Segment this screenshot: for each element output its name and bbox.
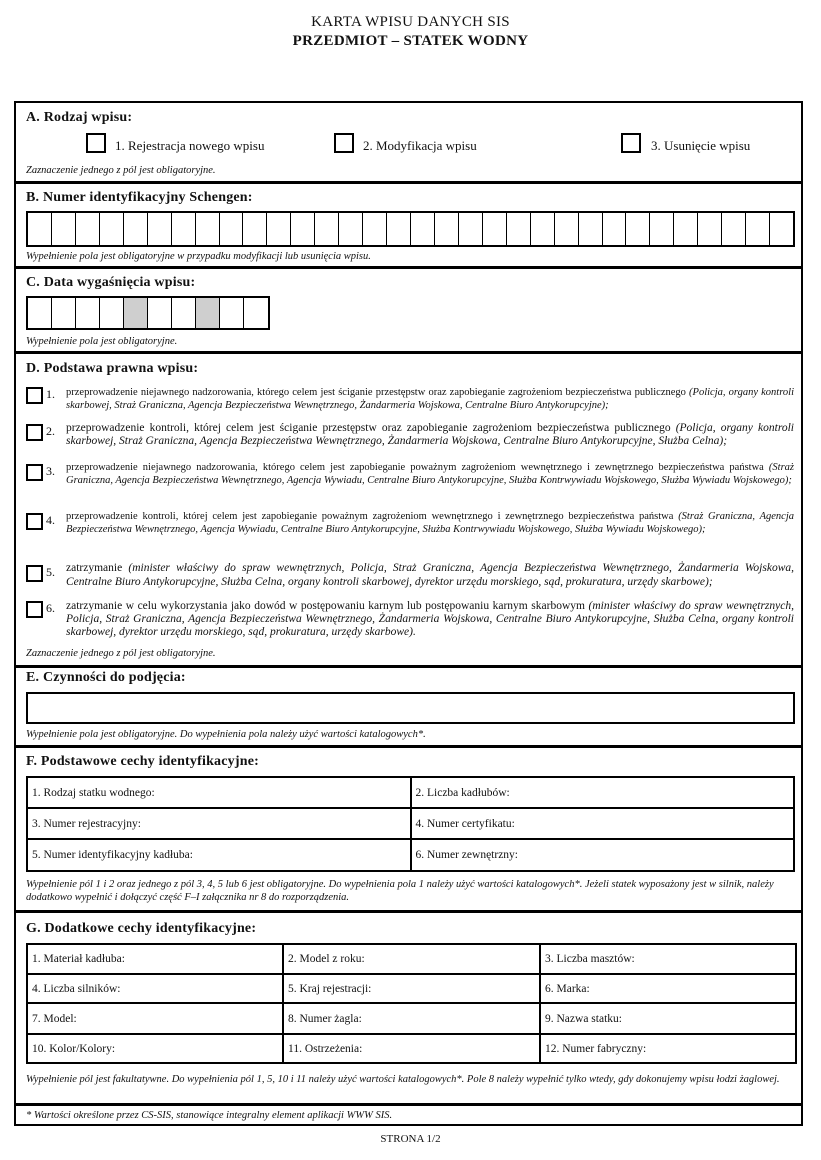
- section-b-note: Wypełnienie pola jest obligatoryjne w przypadku modyfikacji lub usunięcia wpisu.: [26, 251, 371, 262]
- date-cell[interactable]: [76, 298, 100, 328]
- section-e-title: E. Czynności do podjęcia:: [26, 670, 186, 685]
- schengen-id-cell[interactable]: [555, 213, 579, 245]
- color-field[interactable]: 10. Kolor/Kolory:: [27, 1034, 283, 1063]
- hull-type-field[interactable]: 1. Rodzaj statku wodnego:: [27, 777, 411, 808]
- schengen-id-cell[interactable]: [770, 213, 793, 245]
- schengen-id-cell[interactable]: [746, 213, 770, 245]
- section-e-note: Wypełnienie pola jest obligatoryjne. Do wypełnienia pola należy użyć wartości katalogowych*.: [26, 729, 426, 740]
- legal-basis-2-authorities: (Policja, organy kontroli skarbowej, Straż Graniczna, Agencja Bezpieczeństwa Wewnętrznego, Żandarmeria Wojskowa, Centralne Biuro Antykorupcyjne, Służba Celna);: [66, 422, 795, 447]
- brand-field[interactable]: 6. Marka:: [540, 974, 796, 1003]
- schengen-id-cell[interactable]: [507, 213, 531, 245]
- legal-basis-6-authorities: (minister właściwy do spraw wewnętrznych, Policja, Straż Graniczna, Agencja Bezpieczeństwa Wewnętrznego, Żandarmeria Wojskowa, Centralne Biuro Antykorupcyjne, Służba Celna, organy kontroli skarbowej, dyrektor urzędu morskiego, sąd, prokuratura, urzędy skarbowe).: [66, 600, 794, 638]
- legal-basis-6-checkbox[interactable]: [26, 601, 43, 618]
- legal-basis-4-number: 4.: [46, 513, 55, 527]
- date-cell[interactable]: [52, 298, 76, 328]
- legal-basis-1-purpose: przeprowadzenie niejawnego nadzorowania, którego celem jest ściganie przestępstw oraz zapobieganie zagrożeniom bezpieczeństwa publicznego: [66, 387, 686, 398]
- section-a-note: Zaznaczenie jednego z pól jest obligatoryjne.: [26, 165, 216, 176]
- date-separator-cell: [124, 298, 148, 328]
- date-cell[interactable]: [148, 298, 172, 328]
- schengen-id-cell[interactable]: [626, 213, 650, 245]
- legal-basis-item-6: [26, 600, 794, 642]
- hull-count-field[interactable]: 2. Liczba kadłubów:: [411, 777, 795, 808]
- form-frame: [14, 101, 803, 1126]
- section-d-title: D. Podstawa prawna wpisu:: [26, 361, 199, 376]
- section-f: [16, 745, 801, 910]
- legal-basis-6-number: 6.: [46, 601, 55, 615]
- basic-identification-table: [26, 776, 795, 872]
- section-g: [16, 910, 801, 1103]
- footnote: * Wartości określone przez CS-SIS, stanowiące integralny element aplikacji WWW SIS.: [26, 1110, 393, 1121]
- legal-basis-item-5: [26, 562, 794, 592]
- model-field[interactable]: 7. Model:: [27, 1003, 283, 1034]
- additional-identification-table: [26, 943, 797, 1064]
- schengen-id-cell[interactable]: [291, 213, 315, 245]
- legal-basis-3-purpose: przeprowadzenie niejawnego nadzorowania, którego celem jest zapobieganie poważnym zagrożeniom wewnętrznego i zewnętrznego bezpieczeństwa państwa: [66, 462, 764, 473]
- legal-basis-item-4: [26, 511, 794, 551]
- document-title: KARTA WPISU DANYCH SIS: [311, 14, 510, 30]
- warnings-field[interactable]: 11. Ostrzeżenia:: [283, 1034, 540, 1063]
- certificate-number-field[interactable]: 4. Numer certyfikatu:: [411, 808, 795, 839]
- engine-count-field[interactable]: 4. Liczba silników:: [27, 974, 283, 1003]
- legal-basis-4-checkbox[interactable]: [26, 513, 43, 530]
- legal-basis-2-number: 2.: [46, 424, 55, 438]
- schengen-id-cell[interactable]: [674, 213, 698, 245]
- legal-basis-3-checkbox[interactable]: [26, 464, 43, 481]
- schengen-id-cell[interactable]: [220, 213, 244, 245]
- schengen-id-cell[interactable]: [100, 213, 124, 245]
- schengen-id-cell[interactable]: [387, 213, 411, 245]
- schengen-id-cell[interactable]: [650, 213, 674, 245]
- section-f-note: Wypełnienie pól 1 i 2 oraz jednego z pól 3, 4, 5 lub 6 jest obligatoryjne. Do wypełnienia pola 1 należy użyć wartości katalogowych*. Jeżeli statek wyposażony jest w silnik, należy dodatkowo wypełnić i dołączyć część F–I załącznika nr 8 do rozporządzenia.: [26, 879, 774, 903]
- schengen-id-cell[interactable]: [315, 213, 339, 245]
- schengen-id-cell[interactable]: [579, 213, 603, 245]
- legal-basis-5-authorities: (minister właściwy do spraw wewnętrznych, Policja, Straż Graniczna, Agencja Bezpieczeństwa Wewnętrznego, Żandarmeria Wojskowa, Centralne Biuro Antykorupcyjne, Służba Celna, organy kontroli skarbowej, dyrektor urzędu morskiego, sąd, prokuratura, urzędy skarbowe);: [66, 562, 794, 588]
- legal-basis-6-purpose: zatrzymanie w celu wykorzystania jako dowód w postępowaniu karnym lub postępowaniu karnym skarbowym: [66, 600, 585, 612]
- legal-basis-4-authorities: (Straż Graniczna, Agencja Bezpieczeństwa Wewnętrznego, Agencja Wywiadu, Centralne Biuro Antykorupcyjne, Służba Kontrwywiadu Wojskowego, Służba Wywiadu Wojskowego);: [66, 511, 794, 535]
- registration-country-field[interactable]: 5. Kraj rejestracji:: [283, 974, 540, 1003]
- schengen-id-cell[interactable]: [267, 213, 291, 245]
- section-c: [16, 266, 801, 351]
- section-c-note: Wypełnienie pola jest obligatoryjne.: [26, 336, 178, 347]
- legal-basis-1-number: 1.: [46, 387, 55, 401]
- schengen-id-cell[interactable]: [411, 213, 435, 245]
- registration-number-field[interactable]: 3. Numer rejestracyjny:: [27, 808, 411, 839]
- option-new-entry-label: 1. Rejestracja nowego wpisu: [115, 138, 265, 153]
- legal-basis-3-number: 3.: [46, 464, 55, 478]
- schengen-id-cell[interactable]: [363, 213, 387, 245]
- legal-basis-item-3: [26, 462, 794, 502]
- schengen-id-cell[interactable]: [52, 213, 76, 245]
- section-g-title: G. Dodatkowe cechy identyfikacyjne:: [26, 921, 257, 936]
- schengen-id-cell[interactable]: [531, 213, 555, 245]
- date-cell[interactable]: [28, 298, 52, 328]
- legal-basis-3-text: [66, 462, 794, 487]
- legal-basis-1-checkbox[interactable]: [26, 387, 43, 404]
- schengen-id-cell[interactable]: [483, 213, 507, 245]
- legal-basis-3-authorities: (Straż Graniczna, Agencja Bezpieczeństwa Wewnętrznego, Agencja Wywiadu, Centralne Biuro Antykorupcyjne, Służba Kontrwywiadu Wojskowego, Służba Wywiadu Wojskowego);: [66, 462, 794, 486]
- legal-basis-1-text: [66, 387, 794, 412]
- section-f-title: F. Podstawowe cechy identyfikacyjne:: [26, 754, 259, 769]
- vessel-name-field[interactable]: 9. Nazwa statku:: [540, 1003, 796, 1034]
- schengen-id-cell[interactable]: [435, 213, 459, 245]
- legal-basis-6-text: [66, 600, 794, 639]
- legal-basis-item-2: [26, 422, 794, 452]
- sail-number-field[interactable]: 8. Numer żagla:: [283, 1003, 540, 1034]
- schengen-id-cell[interactable]: [76, 213, 100, 245]
- section-a: [16, 103, 801, 181]
- footnote-section: [16, 1103, 801, 1124]
- schengen-id-cell[interactable]: [603, 213, 627, 245]
- schengen-id-cell[interactable]: [339, 213, 363, 245]
- schengen-id-cell[interactable]: [722, 213, 746, 245]
- legal-basis-2-text: [66, 422, 794, 448]
- schengen-id-cell[interactable]: [172, 213, 196, 245]
- schengen-id-cell[interactable]: [243, 213, 267, 245]
- legal-basis-4-purpose: przeprowadzenie kontroli, której celem jest zapobieganie poważnym zagrożeniom wewnętrznego i zewnętrznego bezpieczeństwa państwa: [66, 511, 674, 522]
- date-cell[interactable]: [172, 298, 196, 328]
- factory-number-field[interactable]: 12. Numer fabryczny:: [540, 1034, 796, 1063]
- option-modify-entry-label: 2. Modyfikacja wpisu: [363, 138, 477, 153]
- legal-basis-5-checkbox[interactable]: [26, 565, 43, 582]
- external-number-field[interactable]: 6. Numer zewnętrzny:: [411, 839, 795, 871]
- schengen-id-cell[interactable]: [28, 213, 52, 245]
- option-modify-entry-checkbox[interactable]: [334, 133, 354, 153]
- legal-basis-5-purpose: zatrzymanie: [66, 562, 123, 574]
- page-number: STRONA 1/2: [380, 1133, 441, 1145]
- date-cell[interactable]: [244, 298, 268, 328]
- schengen-id-cell[interactable]: [459, 213, 483, 245]
- schengen-id-cell[interactable]: [124, 213, 148, 245]
- option-delete-entry-label: 3. Usunięcie wpisu: [651, 138, 751, 153]
- expiry-date-field[interactable]: [26, 296, 270, 330]
- document-subtitle: PRZEDMIOT – STATEK WODNY: [292, 33, 529, 49]
- date-separator-cell: [196, 298, 220, 328]
- hull-material-field[interactable]: 1. Materiał kadłuba:: [27, 944, 283, 974]
- model-year-field[interactable]: 2. Model z roku:: [283, 944, 540, 974]
- document-header: [0, 13, 821, 51]
- section-d-note: Zaznaczenie jednego z pól jest obligatoryjne.: [26, 648, 216, 659]
- actions-to-take-field[interactable]: [26, 692, 795, 724]
- date-cell[interactable]: [100, 298, 124, 328]
- section-e: [16, 665, 801, 745]
- schengen-id-cell[interactable]: [196, 213, 220, 245]
- schengen-id-field[interactable]: [26, 211, 795, 247]
- option-delete-entry-checkbox[interactable]: [621, 133, 641, 153]
- section-b-title: B. Numer identyfikacyjny Schengen:: [26, 190, 253, 205]
- legal-basis-2-purpose: przeprowadzenie kontroli, której celem jest ściganie przestępstw oraz zapobieganie zagrożeniom bezpieczeństwa publicznego: [66, 422, 671, 434]
- mast-count-field[interactable]: 3. Liczba masztów:: [540, 944, 796, 974]
- schengen-id-cell[interactable]: [698, 213, 722, 245]
- hull-id-number-field[interactable]: 5. Numer identyfikacyjny kadłuba:: [27, 839, 411, 871]
- legal-basis-1-authorities: (Policja, organy kontroli skarbowej, Straż Graniczna, Agencja Bezpieczeństwa Wewnętrznego, Żandarmeria Wojskowa, Centralne Biuro Antykorupcyjne);: [66, 387, 794, 411]
- section-c-title: C. Data wygaśnięcia wpisu:: [26, 275, 196, 290]
- section-g-note: Wypełnienie pól jest fakultatywne. Do wypełnienia pól 1, 5, 10 i 11 należy użyć wartości katalogowych*. Pole 8 należy wypełnić tylko wtedy, gdy dokonujemy wpisu łodzi żaglowej.: [26, 1074, 780, 1085]
- date-cell[interactable]: [220, 298, 244, 328]
- option-new-entry-checkbox[interactable]: [86, 133, 106, 153]
- legal-basis-item-1: [26, 387, 794, 415]
- schengen-id-cell[interactable]: [148, 213, 172, 245]
- legal-basis-5-text: [66, 562, 794, 589]
- legal-basis-2-checkbox[interactable]: [26, 424, 43, 441]
- legal-basis-4-text: [66, 511, 794, 536]
- section-a-title: A. Rodzaj wpisu:: [26, 110, 133, 125]
- section-d: [16, 351, 801, 665]
- legal-basis-5-number: 5.: [46, 565, 55, 579]
- section-b: [16, 181, 801, 266]
